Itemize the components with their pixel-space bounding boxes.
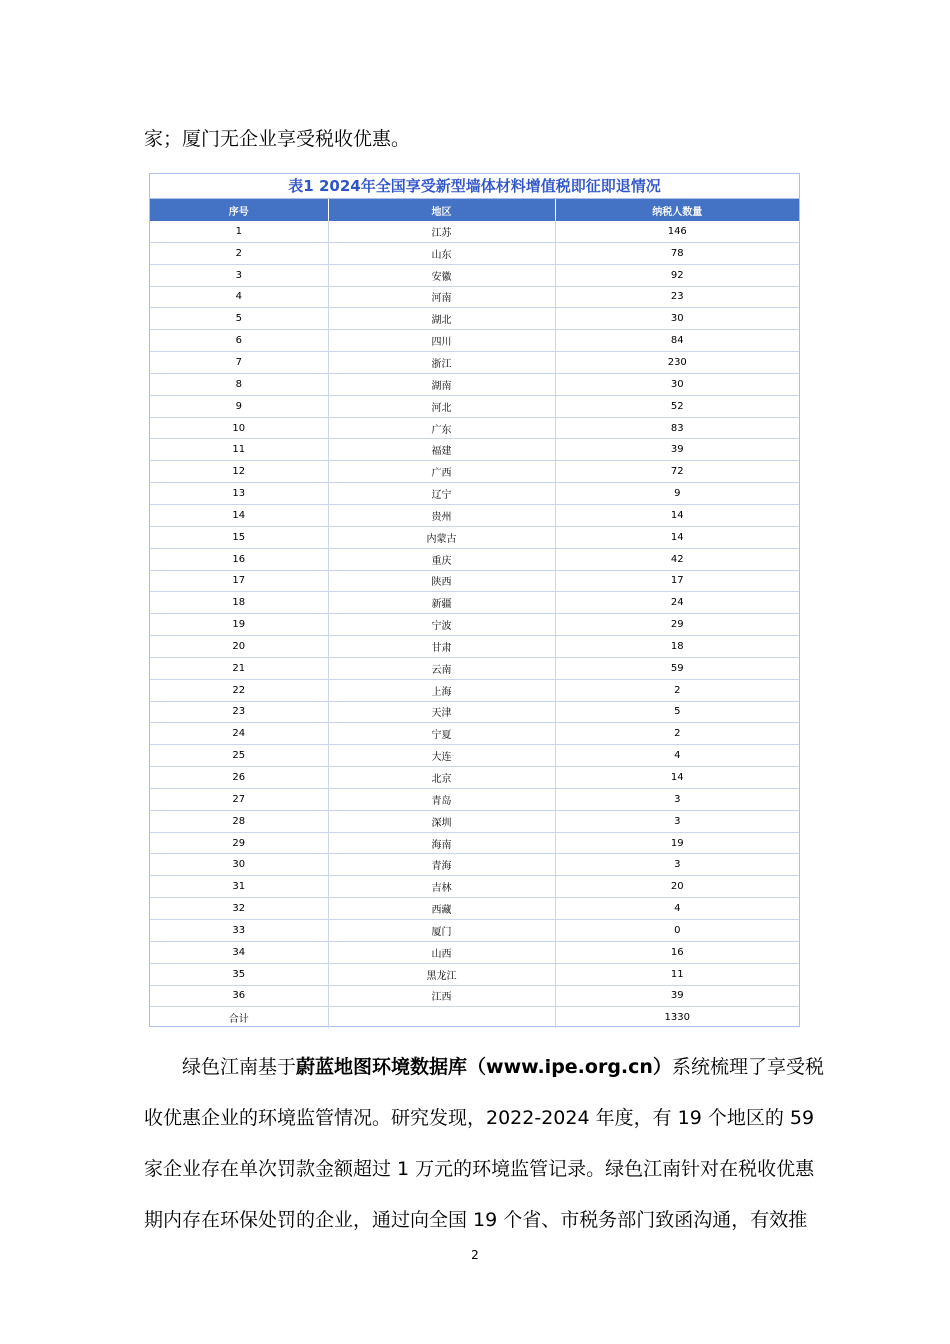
table-row [150, 723, 799, 745]
cell-index: 6 [150, 330, 328, 352]
cell-region: 青海 [328, 854, 555, 876]
cell-region: 安徽 [328, 264, 555, 286]
cell-index: 15 [150, 526, 328, 548]
table-row [150, 963, 799, 985]
cell-region: 湖北 [328, 308, 555, 330]
table-row [150, 242, 799, 264]
paragraph-line-4: 期内存在环保处罚的企业，通过向全国 19 个省、市税务部门致函沟通，有效推 [144, 1209, 808, 1231]
table-row [150, 330, 799, 352]
cell-count: 42 [555, 548, 799, 570]
data-table [150, 199, 799, 1028]
table-title: 表1 2024年全国享受新型墙体材料增值税即征即退情况 [150, 174, 799, 199]
cell-count: 2 [555, 679, 799, 701]
cell-region: 陕西 [328, 570, 555, 592]
cell-region: 内蒙古 [328, 526, 555, 548]
table-row [150, 352, 799, 374]
cell-region: 西藏 [328, 898, 555, 920]
table-row [150, 461, 799, 483]
cell-index: 33 [150, 920, 328, 942]
cell-region: 青岛 [328, 788, 555, 810]
body-paragraph [144, 1042, 824, 1246]
cell-count: 146 [555, 221, 799, 242]
table-total-row [150, 1007, 799, 1028]
cell-index: 8 [150, 373, 328, 395]
cell-count: 30 [555, 308, 799, 330]
cell-count: 39 [555, 439, 799, 461]
paragraph-line-1-start: 绿色江南基于 [182, 1056, 297, 1078]
cell-region: 广西 [328, 461, 555, 483]
cell-count: 20 [555, 876, 799, 898]
cell-index: 14 [150, 504, 328, 526]
cell-index: 23 [150, 701, 328, 723]
cell-region: 宁波 [328, 614, 555, 636]
table-row [150, 286, 799, 308]
table-row [150, 767, 799, 789]
cell-region: 甘肃 [328, 636, 555, 658]
table-row [150, 395, 799, 417]
table-row [150, 876, 799, 898]
cell-count: 30 [555, 373, 799, 395]
table-row [150, 614, 799, 636]
cell-count: 78 [555, 242, 799, 264]
cell-region: 吉林 [328, 876, 555, 898]
table-row [150, 810, 799, 832]
cell-count: 2 [555, 723, 799, 745]
cell-region: 山东 [328, 242, 555, 264]
table-body [150, 221, 799, 1028]
cell-index: 9 [150, 395, 328, 417]
cell-index: 25 [150, 745, 328, 767]
table-row [150, 308, 799, 330]
paragraph-line-1-end: 系统梳理了享受税 [671, 1056, 824, 1078]
cell-count: 92 [555, 264, 799, 286]
cell-region: 浙江 [328, 352, 555, 374]
tax-refund-table [149, 173, 800, 1027]
cell-index: 28 [150, 810, 328, 832]
cell-index: 7 [150, 352, 328, 374]
table-row [150, 548, 799, 570]
cell-count: 59 [555, 657, 799, 679]
cell-region: 辽宁 [328, 483, 555, 505]
cell-index: 22 [150, 679, 328, 701]
cell-index: 29 [150, 832, 328, 854]
cell-index: 31 [150, 876, 328, 898]
cell-index: 20 [150, 636, 328, 658]
header-index: 序号 [150, 199, 328, 221]
cell-region: 山西 [328, 941, 555, 963]
cell-region: 江西 [328, 985, 555, 1007]
cell-region: 天津 [328, 701, 555, 723]
table-row [150, 941, 799, 963]
cell-region: 海南 [328, 832, 555, 854]
cell-region: 新疆 [328, 592, 555, 614]
total-region [328, 1007, 555, 1028]
cell-count: 230 [555, 352, 799, 374]
cell-index: 17 [150, 570, 328, 592]
paragraph-line-2: 收优惠企业的环境监管情况。研究发现，2022-2024 年度，有 19 个地区的 59 [144, 1107, 815, 1129]
cell-region: 宁夏 [328, 723, 555, 745]
cell-count: 17 [555, 570, 799, 592]
cell-count: 4 [555, 745, 799, 767]
table-row [150, 745, 799, 767]
cell-region: 河南 [328, 286, 555, 308]
paragraph-line-1 [144, 1042, 824, 1093]
table-row [150, 483, 799, 505]
table-row [150, 636, 799, 658]
table-header-row [150, 199, 799, 221]
cell-count: 83 [555, 417, 799, 439]
cell-count: 24 [555, 592, 799, 614]
cell-index: 30 [150, 854, 328, 876]
cell-count: 3 [555, 788, 799, 810]
cell-index: 11 [150, 439, 328, 461]
cell-count: 29 [555, 614, 799, 636]
cell-index: 35 [150, 963, 328, 985]
cell-index: 26 [150, 767, 328, 789]
cell-index: 5 [150, 308, 328, 330]
cell-region: 四川 [328, 330, 555, 352]
cell-index: 12 [150, 461, 328, 483]
cell-count: 3 [555, 810, 799, 832]
cell-region: 上海 [328, 679, 555, 701]
cell-count: 52 [555, 395, 799, 417]
table-row [150, 920, 799, 942]
cell-index: 18 [150, 592, 328, 614]
cell-count: 4 [555, 898, 799, 920]
cell-region: 福建 [328, 439, 555, 461]
cell-region: 河北 [328, 395, 555, 417]
cell-region: 云南 [328, 657, 555, 679]
cell-index: 4 [150, 286, 328, 308]
table-row [150, 526, 799, 548]
cell-count: 5 [555, 701, 799, 723]
cell-index: 36 [150, 985, 328, 1007]
header-taxpayer-count: 纳税人数量 [555, 199, 799, 221]
total-label: 合计 [150, 1007, 328, 1028]
cell-region: 黑龙江 [328, 963, 555, 985]
table-row [150, 679, 799, 701]
page-number: 2 [471, 1248, 479, 1262]
cell-index: 10 [150, 417, 328, 439]
cell-index: 24 [150, 723, 328, 745]
cell-index: 3 [150, 264, 328, 286]
cell-count: 0 [555, 920, 799, 942]
table-row [150, 570, 799, 592]
cell-region: 大连 [328, 745, 555, 767]
intro-line: 家；厦门无企业享受税收优惠。 [144, 128, 411, 150]
cell-region: 广东 [328, 417, 555, 439]
cell-count: 14 [555, 767, 799, 789]
cell-index: 21 [150, 657, 328, 679]
header-region: 地区 [328, 199, 555, 221]
cell-count: 9 [555, 483, 799, 505]
cell-count: 14 [555, 504, 799, 526]
table-row [150, 221, 799, 242]
cell-region: 深圳 [328, 810, 555, 832]
cell-count: 39 [555, 985, 799, 1007]
cell-count: 18 [555, 636, 799, 658]
table-row [150, 701, 799, 723]
cell-count: 19 [555, 832, 799, 854]
cell-count: 3 [555, 854, 799, 876]
cell-index: 1 [150, 221, 328, 242]
cell-region: 江苏 [328, 221, 555, 242]
cell-count: 23 [555, 286, 799, 308]
table-row [150, 985, 799, 1007]
table-row [150, 788, 799, 810]
table-row [150, 439, 799, 461]
table-row [150, 592, 799, 614]
cell-index: 2 [150, 242, 328, 264]
cell-index: 32 [150, 898, 328, 920]
cell-index: 27 [150, 788, 328, 810]
cell-index: 34 [150, 941, 328, 963]
table-row [150, 264, 799, 286]
table-row [150, 417, 799, 439]
cell-count: 14 [555, 526, 799, 548]
cell-index: 16 [150, 548, 328, 570]
cell-region: 北京 [328, 767, 555, 789]
table-row [150, 657, 799, 679]
cell-region: 重庆 [328, 548, 555, 570]
paragraph-line-3: 家企业存在单次罚款金额超过 1 万元的环境监管记录。绿色江南针对在税收优惠 [144, 1158, 815, 1180]
database-name: 蔚蓝地图环境数据库（www.ipe.org.cn） [296, 1056, 672, 1078]
table-row [150, 504, 799, 526]
cell-index: 19 [150, 614, 328, 636]
cell-count: 72 [555, 461, 799, 483]
cell-region: 贵州 [328, 504, 555, 526]
cell-count: 16 [555, 941, 799, 963]
table-row [150, 854, 799, 876]
table-row [150, 898, 799, 920]
cell-index: 13 [150, 483, 328, 505]
cell-count: 84 [555, 330, 799, 352]
table-row [150, 832, 799, 854]
cell-count: 11 [555, 963, 799, 985]
table-row [150, 373, 799, 395]
cell-region: 厦门 [328, 920, 555, 942]
cell-region: 湖南 [328, 373, 555, 395]
total-count: 1330 [664, 1012, 690, 1024]
